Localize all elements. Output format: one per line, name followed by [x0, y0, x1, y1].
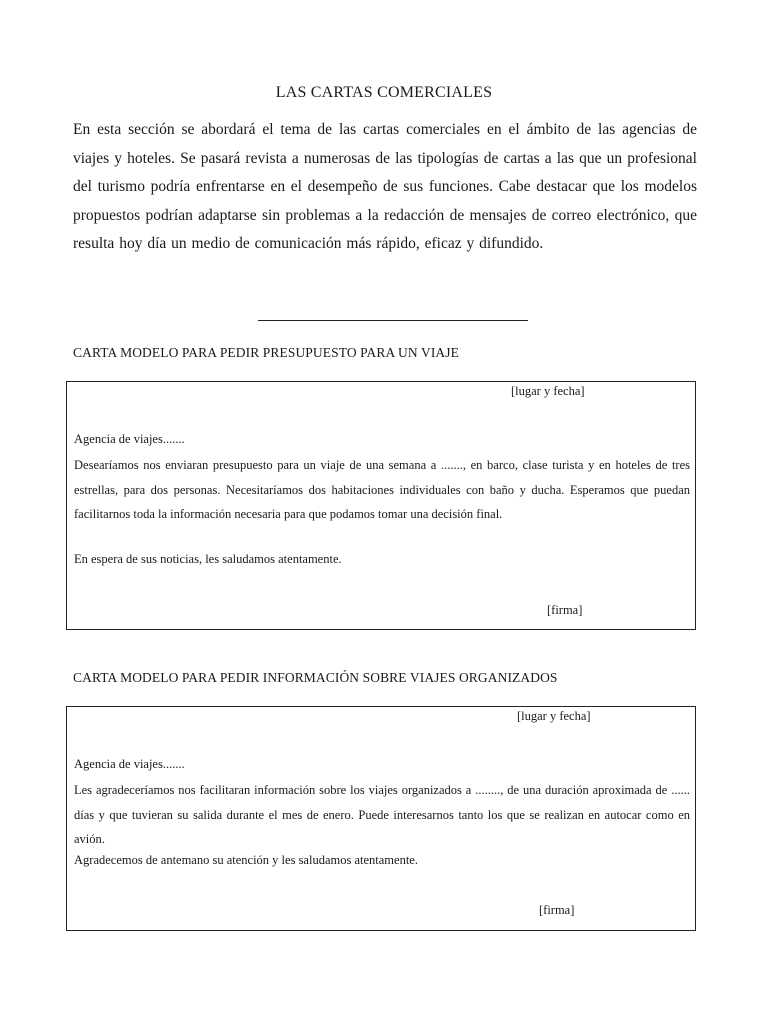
intro-paragraph: En esta sección se abordará el tema de las cartas comerciales en el ámbito de las agencias de viajes y hoteles. Se pasará revista a numerosas de las tipologías de cartas a las que un profesional del turismo podría enfrentarse en el desempeño de sus funciones. Cabe destacar que los modelos propuestos podrían adaptarse sin problemas a la redacción de mensajes de correo electrónico, que resulta hoy día un medio de comunicación más rápido, eficaz y difundido.	[73, 121, 697, 252]
letter-1-box	[66, 381, 696, 630]
letter-2-place-date: [lugar y fecha]	[517, 709, 591, 723]
section-divider	[258, 320, 528, 321]
letter-1-signature: [firma]	[547, 603, 583, 617]
letter-1-body: Desearíamos nos enviaran presupuesto para un viaje de una semana a ......., en barco, clase turista y en hoteles de tres estrellas, para dos personas. Necesitaríamos dos habitaciones individuales con baño y ducha. Esperamos que puedan facilitarnos toda la información necesaria para que podamos tomar una decisión final.	[74, 458, 690, 521]
letter-1-place-date: [lugar y fecha]	[511, 384, 585, 398]
letter-1-closing: En espera de sus noticias, les saludamos atentamente.	[74, 552, 342, 566]
letter-2-signature: [firma]	[539, 903, 575, 917]
page-title: LAS CARTAS COMERCIALES	[275, 84, 493, 101]
letter-2-box	[66, 706, 696, 931]
letter-2-recipient: Agencia de viajes.......	[74, 757, 185, 771]
letter-2-heading: CARTA MODELO PARA PEDIR INFORMACIÓN SOBRE VIAJES ORGANIZADOS	[73, 670, 558, 685]
letter-2-body: Les agradeceríamos nos facilitaran información sobre los viajes organizados a ........, de una duración aproximada de ...... días y que tuvieran su salida durante el mes de enero. Puede interesarnos tanto los que se realizan en autocar como en avión.	[74, 783, 690, 846]
letter-2-closing: Agradecemos de antemano su atención y les saludamos atentamente.	[74, 853, 418, 867]
letter-1-recipient: Agencia de viajes.......	[74, 432, 185, 446]
letter-1-heading: CARTA MODELO PARA PEDIR PRESUPUESTO PARA UN VIAJE	[73, 345, 459, 360]
